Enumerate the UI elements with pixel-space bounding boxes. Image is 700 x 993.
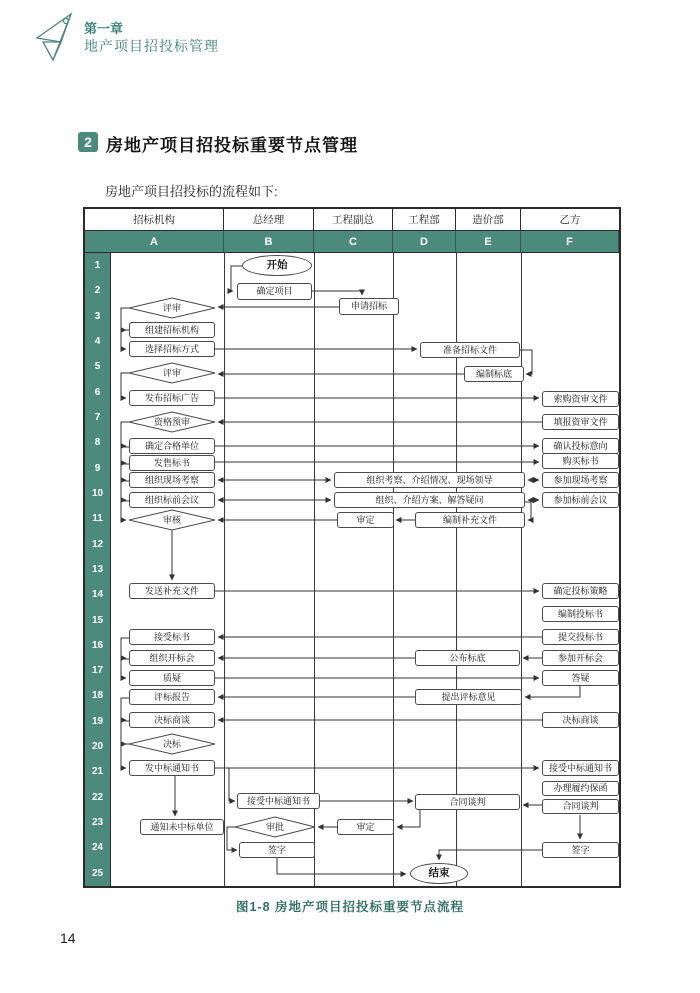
row-number: 8 xyxy=(94,437,101,449)
node-check: 审核 xyxy=(162,514,181,525)
node-attend-bid-opening: 参加开标会 xyxy=(542,650,619,666)
lane-header-general-manager: 总经理 xyxy=(224,209,314,230)
node-organize-site-visit: 组织现场考察 xyxy=(129,472,215,488)
node-buy-prequal-docs: 索购资审文件 xyxy=(542,391,619,407)
node-prepare-bid-book: 编制投标书 xyxy=(542,606,619,622)
node-approve-2: 审批 xyxy=(265,821,284,832)
row-number: 16 xyxy=(91,639,104,651)
node-review-1: 评审 xyxy=(162,302,181,313)
node-award-negotiation-a: 决标商谈 xyxy=(129,712,215,728)
figure-caption: 图1-8 房地产项目招投标重要节点流程 xyxy=(235,900,465,914)
lane-letter-e: E xyxy=(456,231,521,252)
node-review-2: 评审 xyxy=(162,367,181,378)
node-sign-f: 签字 xyxy=(542,842,619,858)
node-answer: 答疑 xyxy=(542,670,619,686)
node-award-decision: 决标 xyxy=(162,738,181,749)
node-apply-bid: 申请招标 xyxy=(339,298,399,315)
row-number: 13 xyxy=(91,563,104,575)
node-question: 质疑 xyxy=(129,670,215,686)
node-confirm-qualified-units: 确定合格单位 xyxy=(129,438,215,454)
row-number: 11 xyxy=(92,513,103,525)
row-number: 7 xyxy=(94,412,101,424)
lane-header-party-b: 乙方 xyxy=(559,214,581,226)
section-title: 房地产项目招投标重要节点管理 xyxy=(106,136,358,155)
node-approve-1: 审定 xyxy=(337,512,394,528)
node-approve-3: 审定 xyxy=(337,819,394,835)
node-bid-strategy: 确定投标策略 xyxy=(542,583,619,599)
lane-letter-d: D xyxy=(393,231,456,252)
node-announce-base-price: 公布标底 xyxy=(415,650,520,666)
row-number: 2 xyxy=(94,285,101,297)
row-number: 14 xyxy=(91,589,104,601)
node-prepare-base-price: 编制标底 xyxy=(464,366,524,382)
node-evaluation-opinion: 提出评标意见 xyxy=(415,689,522,705)
node-contract-negotiation-f: 合同谈判 xyxy=(542,799,619,814)
chapter-logo-icon xyxy=(33,8,81,73)
node-attend-site-visit: 参加现场考察 xyxy=(542,472,619,488)
row-number: 3 xyxy=(94,310,101,322)
node-notify-losing-bidders: 通知未中标单位 xyxy=(140,819,224,835)
row-number: 23 xyxy=(91,817,104,829)
node-evaluation-report: 评标报告 xyxy=(129,689,215,705)
node-buy-bid-docs: 购买标书 xyxy=(542,453,619,469)
node-publish-bid-ad: 发布招标广告 xyxy=(129,390,215,406)
row-number: 17 xyxy=(91,665,104,677)
row-number: 4 xyxy=(94,336,101,348)
node-organize-prebid-meeting: 组织标前会议 xyxy=(129,492,215,508)
row-number: 21 xyxy=(91,766,104,778)
node-award-negotiation-f: 决标商谈 xyxy=(542,712,619,728)
node-fill-prequal-docs: 填报资审文件 xyxy=(542,414,619,430)
node-organize-site-visit-detail: 组织考察、介绍情况、现场领导 xyxy=(334,472,525,488)
node-performance-guarantee: 办理履约保函 xyxy=(542,781,619,796)
node-organize-prebid-meeting-detail: 组织、介绍方案、解答疑问 xyxy=(334,492,525,508)
node-confirm-project: 确定项目 xyxy=(237,283,312,300)
node-send-award-notice: 发中标通知书 xyxy=(129,760,215,776)
lane-letter-f: F xyxy=(521,231,619,252)
row-number: 1 xyxy=(94,260,101,272)
node-form-bidding-org: 组建招标机构 xyxy=(129,322,215,338)
lane-letter-b: B xyxy=(224,231,314,252)
lane-header-bidding-agency: 招标机构 xyxy=(85,209,224,230)
page-number: 14 xyxy=(60,930,76,946)
node-prepare-supplement-docs: 编制补充文件 xyxy=(415,512,525,528)
lane-header-cost-dept: 造价部 xyxy=(456,209,521,230)
node-prepare-bid-docs: 准备招标文件 xyxy=(420,342,520,358)
row-number: 24 xyxy=(91,842,104,854)
flowchart-table xyxy=(83,207,621,888)
chapter-label: 第一章 xyxy=(84,21,124,36)
section-number-badge: 2 xyxy=(78,132,98,152)
node-attend-prebid-meeting: 参加标前会议 xyxy=(542,492,619,508)
row-number: 25 xyxy=(91,867,104,879)
node-select-bid-method: 选择招标方式 xyxy=(129,341,215,357)
node-end: 结束 xyxy=(410,863,468,884)
node-sign-b: 签字 xyxy=(239,842,315,858)
row-number: 10 xyxy=(91,487,104,499)
row-number: 19 xyxy=(91,715,104,727)
row-number: 20 xyxy=(91,741,104,753)
node-organize-bid-opening: 组织开标会 xyxy=(129,650,215,666)
node-receive-award-notice-f: 接受中标通知书 xyxy=(542,760,619,776)
chapter-title: 地产项目招投标管理 xyxy=(84,38,219,54)
node-receive-bid-book: 接受标书 xyxy=(129,629,215,645)
node-confirm-bid-intent: 确认投标意向 xyxy=(542,438,619,454)
intro-text: 房地产项目招投标的流程如下: xyxy=(105,184,278,199)
node-submit-bid-book: 提交投标书 xyxy=(542,629,619,645)
row-number: 22 xyxy=(91,791,104,803)
row-number: 15 xyxy=(91,614,104,626)
node-prequalification: 资格预审 xyxy=(153,416,190,427)
lane-header-deputy-chief: 工程副总 xyxy=(314,209,393,230)
row-number: 5 xyxy=(94,361,101,373)
row-number: 6 xyxy=(94,386,101,398)
lane-header-engineering: 工程部 xyxy=(393,209,456,230)
node-receive-award-notice-b: 接受中标通知书 xyxy=(237,793,320,809)
node-send-supplement-docs: 发送补充文件 xyxy=(129,583,215,599)
row-number: 12 xyxy=(91,538,104,550)
node-sell-bid-docs: 发售标书 xyxy=(129,455,215,471)
lane-letter-c: C xyxy=(314,231,393,252)
row-number: 18 xyxy=(91,690,104,702)
node-start: 开始 xyxy=(242,255,312,276)
row-number: 9 xyxy=(94,462,101,474)
node-contract-negotiation: 合同谈判 xyxy=(415,794,520,810)
lane-letter-a: A xyxy=(85,231,224,252)
